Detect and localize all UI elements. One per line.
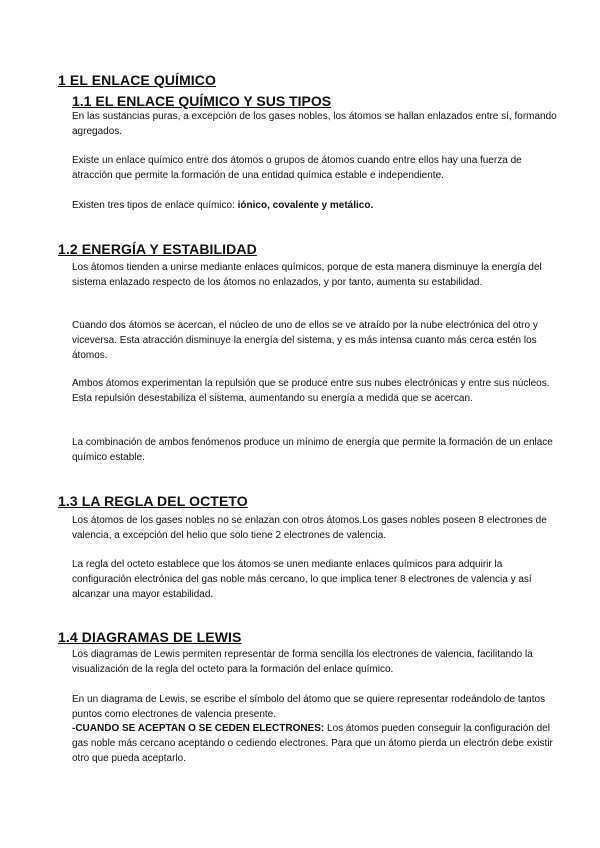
section-1-2-paragraph-2: Cuando dos átomos se acercan, el núcleo de uno de ellos se ve atraído por la nube electrónica del otro y viceversa. Esta atracción disminuye la energía del sistema, y es más intensa cuanto más cerca estén los átomos. xyxy=(72,320,538,361)
types-list: iónico, covalente y metálico. xyxy=(237,200,374,211)
section-1-4-paragraph-1: Los diagramas de Lewis permiten representar de forma sencilla los electrones de valencia, facilitando la visualización de la regla del octeto para la formación del enlace químico. xyxy=(72,649,533,675)
page-title: 1 EL ENLACE QUÍMICO xyxy=(58,72,216,88)
section-1-1-paragraph-2: Existe un enlace químico entre dos átomos o grupos de átomos cuando entre ellos hay una fuerza de atracción que permite la formación de una entidad química estable e independiente. xyxy=(72,155,522,181)
section-1-2-paragraph-4: La combinación de ambos fenómenos produce un mínimo de energía que permite la formación de un enlace químico estable. xyxy=(72,437,553,463)
section-1-3-paragraph-1: Los átomos de los gases nobles no se enlazan con otros átomos.Los gases nobles poseen 8 electrones de valencia, a excepción del helio que solo tiene 2 electrones de valencia. xyxy=(72,515,547,541)
section-1-2-paragraph-3: Ambos átomos experimentan la repulsión que se produce entre sus nubes electrónicas y entre sus núcleos. Esta repulsión desestabiliza el sistema, aumentando su energía a medida que se acercan. xyxy=(72,378,550,404)
section-1-4-heading: 1.4 DIAGRAMAS DE LEWIS xyxy=(58,629,242,645)
electron-exchange-label: -CUANDO SE ACEPTAN O SE CEDEN ELECTRONES: xyxy=(72,723,325,734)
types-intro: Existen tres tipos de enlace químico: xyxy=(72,200,238,211)
section-1-4-paragraph-3 xyxy=(72,721,560,766)
section-1-3-paragraph-2: La regla del octeto establece que los átomos se unen mediante enlaces químicos para adquirir la configuración electrónica del gas noble más cercano, lo que implica tener 8 electrones de valencia y así alcanzar una mayor estabilidad. xyxy=(72,559,532,600)
electron-exchange-text: Los átomos pueden conseguir la configuración del gas noble más cercano aceptando o cediendo electrones. Para que un átomo pierda un electrón debe existir otro que pueda aceptarlo. xyxy=(72,723,553,764)
section-1-1-paragraph-1: En las sustancias puras, a excepción de los gases nobles, los átomos se hallan enlazados entre sí, formando agregados. xyxy=(72,111,557,137)
section-1-1-paragraph-3 xyxy=(72,198,560,213)
section-1-1-heading: 1.1 EL ENLACE QUÍMICO Y SUS TIPOS xyxy=(72,93,332,109)
section-1-3-heading: 1.3 LA REGLA DEL OCTETO xyxy=(58,493,248,509)
section-1-2-heading: 1.2 ENERGÍA Y ESTABILIDAD xyxy=(58,241,257,257)
section-1-4-paragraph-2: En un diagrama de Lewis, se escribe el símbolo del átomo que se quiere representar rodeándolo de tantos puntos como electrones de valencia presente. xyxy=(72,694,546,720)
section-1-2-paragraph-1: Los átomos tienden a unirse mediante enlaces químicos, porque de esta manera disminuye la energía del sistema enlazado respecto de los átomos no enlazados, y por tanto, aumenta su estabilidad. xyxy=(72,262,542,288)
